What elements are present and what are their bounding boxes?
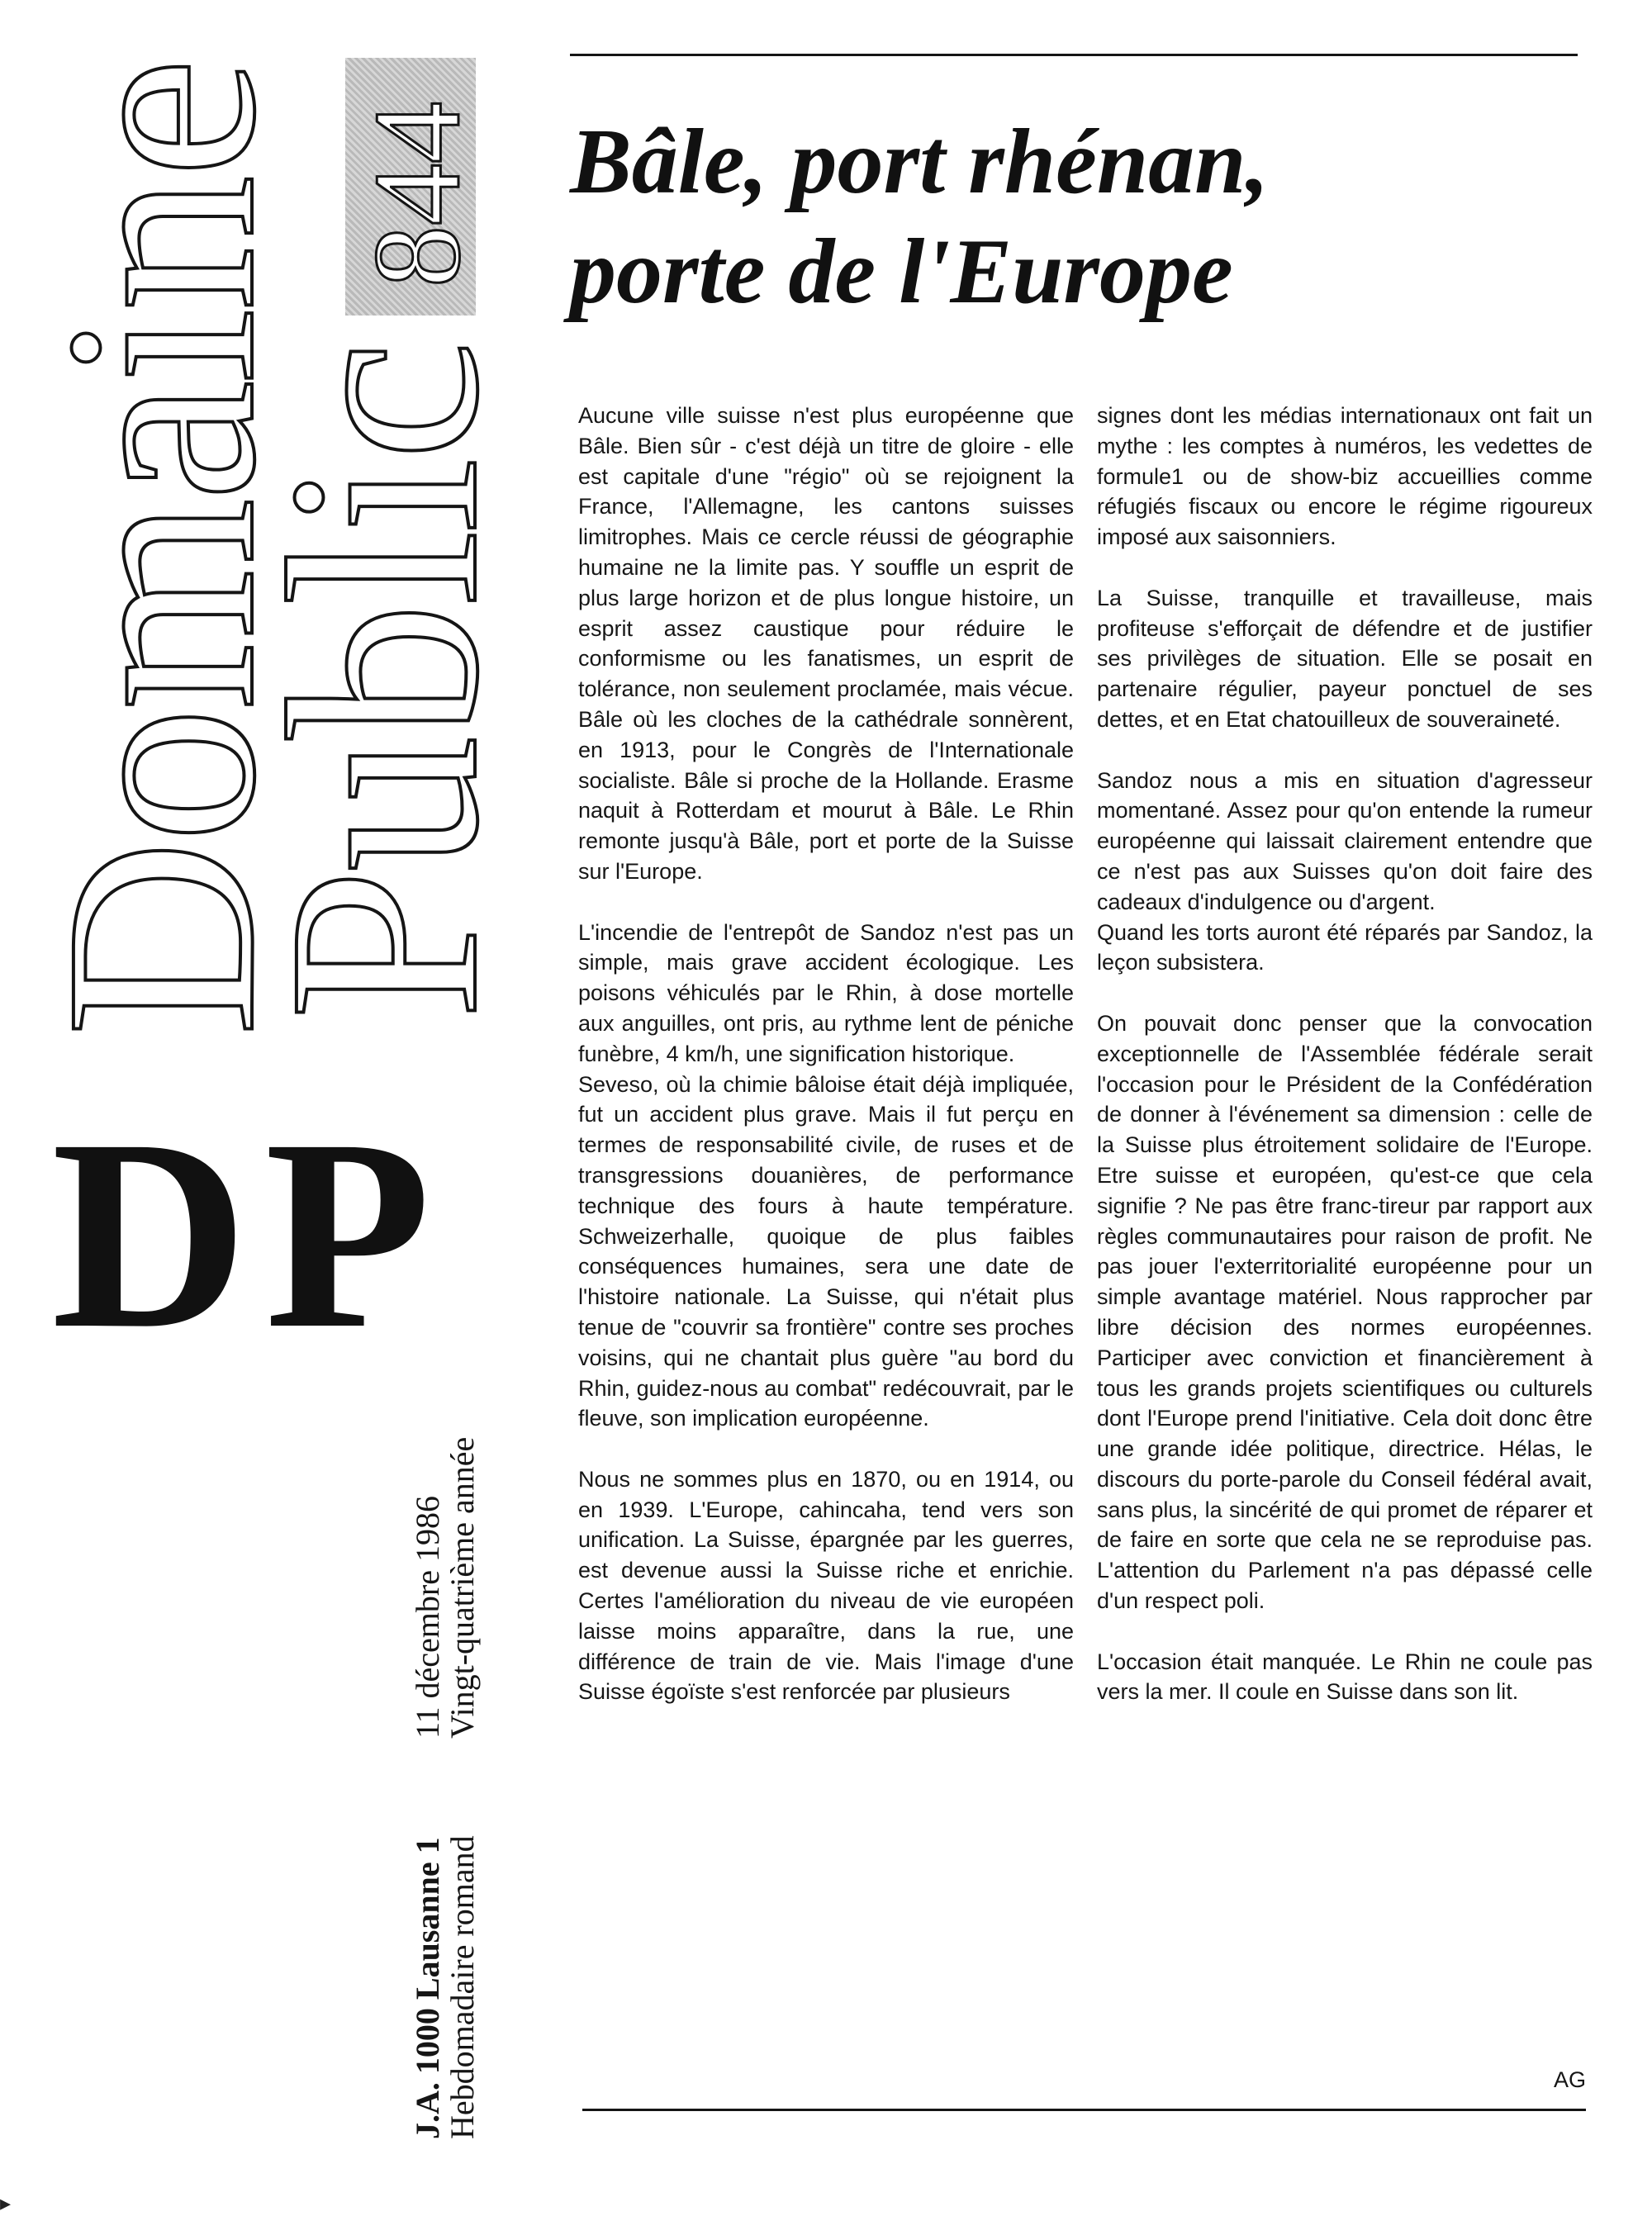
masthead-title-domaine: Domaine bbox=[10, 60, 311, 1037]
masthead-title-public: Public bbox=[233, 343, 534, 1020]
paragraph: signes dont les médias internationaux ont fait un mythe : les comptes à numéros, les vedettes de formule1 ou de show-biz accueillies comme réfugiés fiscaux ou encore le régime rigoureux imposé aux saisonniers. bbox=[1097, 403, 1593, 550]
dp-logo: DP bbox=[51, 1084, 448, 1385]
paragraph: Aucune ville suisse n'est plus européenne que Bâle. Bien sûr - c'est déjà un titre de gloire - elle est capitale d'une "régio" où se rejoignent la France, l'Allemagne, les cantons suisses limitrophes. Mais ce cercle réussi de géographie humaine ne la limite pas. Y souffle un esprit de plus large horizon et de plus longue histoire, un esprit assez caustique pour réduire le conformisme ou les fanatismes, un esprit de tolérance, non seulement proclamée, mais vécue. Bâle où les cloches de la cathédrale sonnèrent, en 1913, pour le Congrès de l'Internationale socialiste. Bâle si proche de la Hollande. Erasme naquit à Rotterdam et mourut à Bâle. Le Rhin remonte jusqu'à Bâle, port et porte de la Suisse sur l'Europe. bbox=[578, 403, 1074, 884]
paragraph: La Suisse, tranquille et travailleuse, mais profiteuse s'efforçait de défendre et de justifier ses privilèges de situation. Elle se posait en partenaire régulier, payeur ponctuel de ses dettes, et en Etat chatouilleux de souveraineté. bbox=[1097, 585, 1593, 732]
paragraph: L'occasion était manquée. Le Rhin ne coule pas vers la mer. Il coule en Suisse dans son lit. bbox=[1097, 1649, 1593, 1705]
paragraph: L'incendie de l'entrepôt de Sandoz n'est pas un simple, mais grave accident écologique. Les poisons véhiculés par le Rhin, à dose mortelle aux anguilles, ont pris, au rythme lent de péniche funèbre, 4 km/h, une signification historique. bbox=[578, 919, 1074, 1066]
issue-number: 844 bbox=[349, 102, 486, 287]
paragraph: Quand les torts auront été réparés par Sandoz, la leçon subsistera. bbox=[1097, 919, 1593, 975]
author-signature: AG bbox=[1553, 2067, 1586, 2092]
headline-line-2: porte de l'Europe bbox=[570, 221, 1233, 323]
postal-line bbox=[411, 1837, 444, 2139]
publication-year: Vingt-quatrième année bbox=[444, 1436, 481, 1739]
paragraph: Nous ne sommes plus en 1870, ou en 1914, ou en 1939. L'Europe, cahincaha, tend vers son unification. La Suisse, épargnée par les guerres, est devenue aussi la Suisse riche et enrichie. Certes l'amélioration du niveau de vie européen laisse moins apparaître, dans la rue, une différence de train de vie. Mais l'image d'une Suisse égoïste s'est renforcée par plusieurs bbox=[578, 1466, 1074, 1705]
corner-mark-icon: ▸ bbox=[0, 2190, 12, 2215]
top-rule bbox=[570, 54, 1578, 56]
article-column-2 bbox=[1097, 401, 1593, 1738]
article-headline bbox=[570, 107, 1578, 327]
postal-text: J.A. 1000 Lausanne 1 bbox=[409, 1837, 446, 2139]
article-column-1 bbox=[578, 401, 1074, 1738]
paragraph: Sandoz nous a mis en situation d'agresseur momentané. Assez pour qu'on entende la rumeur européenne qui laissait clairement entendre que ce n'est pas aux Suisses qu'on doit faire des cadeaux d'indulgence ou d'argent. bbox=[1097, 767, 1593, 914]
paragraph: Seveso, où la chimie bâloise était déjà impliquée, fut un accident plus grave. Mais il fut perçu en termes de responsabilité civile, de ruses et de transgressions douanières, de performance technique des fours à haute température. Schweizerhalle, quoique de plus faibles conséquences humaines, sera une date de l'histoire nationale. La Suisse, qui n'était plus tenue de "couvrir sa frontière" contre ses proches voisins, qui ne chantait plus guère "au bord du Rhin, guidez-nous au combat" redécouvrait, par le fleuve, son implication européenne. bbox=[578, 1071, 1074, 1431]
publication-subtitle: Hebdomadaire romand bbox=[444, 1835, 481, 2139]
paragraph: On pouvait donc penser que la convocation exceptionnelle de l'Assemblée fédérale serait l'occasion pour le Président de la Confédération de donner à l'événement sa dimension : celle de la Suisse plus étroitement solidaire de l'Europe. Etre suisse et européen, qu'est-ce que cela signifie ? Ne pas être franc-tireur par rapport aux règles communautaires pour raison de profit. Ne pas jouer l'exterritorialité européenne pour un simple avantage matériel. Nous rapprocher par libre décision des normes européennes. Participer avec conviction et financièrement à tous les grands projets scientifiques ou culturels dont l'Europe prend l'initiative. Cela doit donc être une grande idée politique, directrice. Hélas, le discours du porte-parole du Conseil fédéral avait, sans plus, la sincérité de qui promet de réparer et de faire en sorte que cela ne se reproduise pas. L'attention du Parlement n'a pas dépassé celle d'un respect poli. bbox=[1097, 1010, 1593, 1614]
headline-line-1: Bâle, port rhénan, bbox=[570, 111, 1270, 213]
bottom-rule bbox=[582, 2109, 1586, 2111]
issue-date: 11 décembre 1986 bbox=[409, 1496, 446, 1739]
